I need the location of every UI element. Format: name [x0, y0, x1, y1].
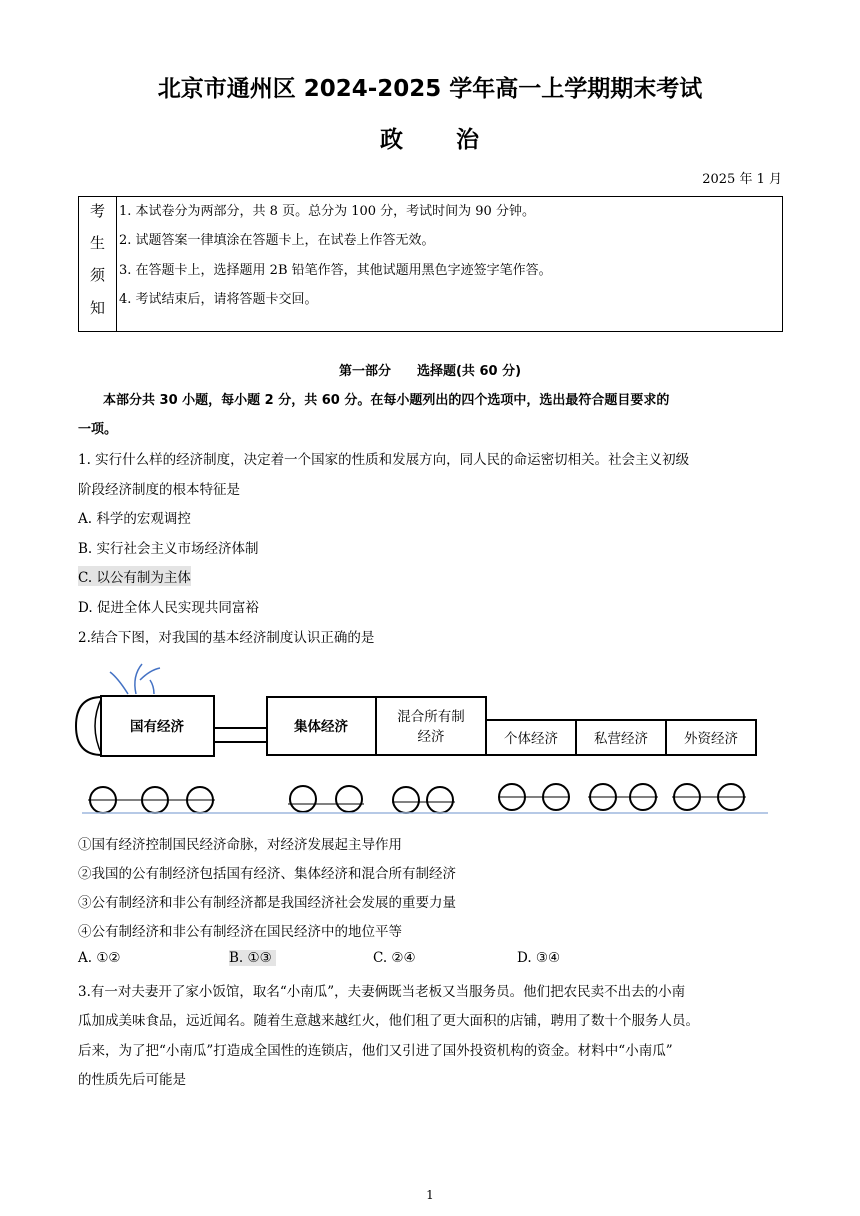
q1-option-a: A. 科学的宏观调控 — [78, 511, 191, 527]
car-mixed-ownership — [376, 697, 486, 755]
notice-item: 4. 考试结束后，请将答题卡交回。 — [119, 292, 318, 307]
q1-option-c: C. 以公有制为主体 — [78, 566, 191, 586]
q1-option-b: B. 实行社会主义市场经济体制 — [78, 541, 259, 557]
section-heading: 第一部分 选择题(共 60 分) — [338, 364, 522, 379]
q2-option-c: C. ②④ — [373, 950, 416, 966]
q3-line3: 后来，为了把“小南瓜”打造成全国性的连锁店，他们又引进了国外投资机构的资金。材料中“小南瓜” — [78, 1043, 673, 1059]
notice-item: 2. 试题答案一律填涂在答题卡上，在试卷上作答无效。 — [119, 233, 435, 248]
steam-plume-icon — [110, 664, 160, 694]
notice-item: 3. 在答题卡上，选择题用 2B 铅笔作答，其他试题用黑色字迹签字笔作答。 — [119, 263, 552, 278]
section-intro-line1: 本部分共 30 小题，每小题 2 分，共 60 分。在每小题列出的四个选项中，选出最符合题目要求的 — [103, 393, 670, 408]
q2-statement-4: ④公有制经济和非公有制经济在国民经济中的地位平等 — [78, 924, 402, 940]
notice-label-char: 生 — [89, 234, 105, 252]
q1-stem-line1: 1. 实行什么样的经济制度，决定着一个国家的性质和发展方向，同人民的命运密切相关。社会主义初级 — [78, 452, 690, 468]
q3-line1: 3.有一对夫妻开了家小饭馆，取名“小南瓜”，夫妻俩既当老板又当服务员。他们把农民卖不出去的小南 — [78, 984, 686, 1000]
coupler — [214, 728, 267, 742]
exam-title: 北京市通州区 2024-2025 学年高一上学期期末考试 — [157, 76, 703, 102]
subject-char-left: 政 — [380, 127, 403, 153]
q2-option-b: B. ①③ — [229, 950, 276, 966]
q3-line4: 的性质先后可能是 — [78, 1072, 186, 1088]
subject-char-right: 治 — [456, 127, 479, 153]
q3-line2: 瓜加成美味食品，远近闻名。随着生意越来越红火，他们租了更大面积的店铺，聘用了数十个服务人员。 — [78, 1013, 699, 1029]
car-foreign-label: 外资经济 — [684, 731, 738, 747]
notice-item: 1. 本试卷分为两部分，共 8 页。总分为 100 分，考试时间为 90 分钟。 — [119, 204, 535, 219]
car-individual-label: 个体经济 — [504, 731, 558, 747]
notice-label-char: 知 — [89, 299, 105, 317]
car-collective-label: 集体经济 — [294, 719, 348, 735]
q2-statement-1: ①国有经济控制国民经济命脉，对经济发展起主导作用 — [78, 837, 402, 853]
car-state-owned-label: 国有经济 — [130, 719, 184, 735]
q1-stem-line2: 阶段经济制度的根本特征是 — [78, 482, 240, 498]
wheels — [88, 784, 746, 813]
exam-date: 2025 年 1 月 — [702, 172, 782, 187]
page-number: 1 — [426, 1188, 434, 1202]
q2-option-d: D. ③④ — [517, 950, 561, 966]
q2-option-a: A. ①② — [78, 950, 121, 966]
q1-option-d: D. 促进全体人民实现共同富裕 — [78, 600, 259, 616]
car-mixed-label-line2: 经济 — [417, 729, 445, 745]
q2-statement-2: ②我国的公有制经济包括国有经济、集体经济和混合所有制经济 — [78, 866, 456, 882]
car-mixed-label-line1: 混合所有制 — [397, 709, 465, 725]
q2-stem: 2.结合下图，对我国的基本经济制度认识正确的是 — [78, 630, 375, 646]
section-intro-line2: 一项。 — [78, 422, 118, 437]
notice-label-char: 考 — [89, 202, 105, 220]
notice-label-char: 须 — [89, 266, 105, 284]
q2-statement-3: ③公有制经济和非公有制经济都是我国经济社会发展的重要力量 — [78, 895, 456, 911]
car-private-label: 私营经济 — [594, 731, 648, 747]
